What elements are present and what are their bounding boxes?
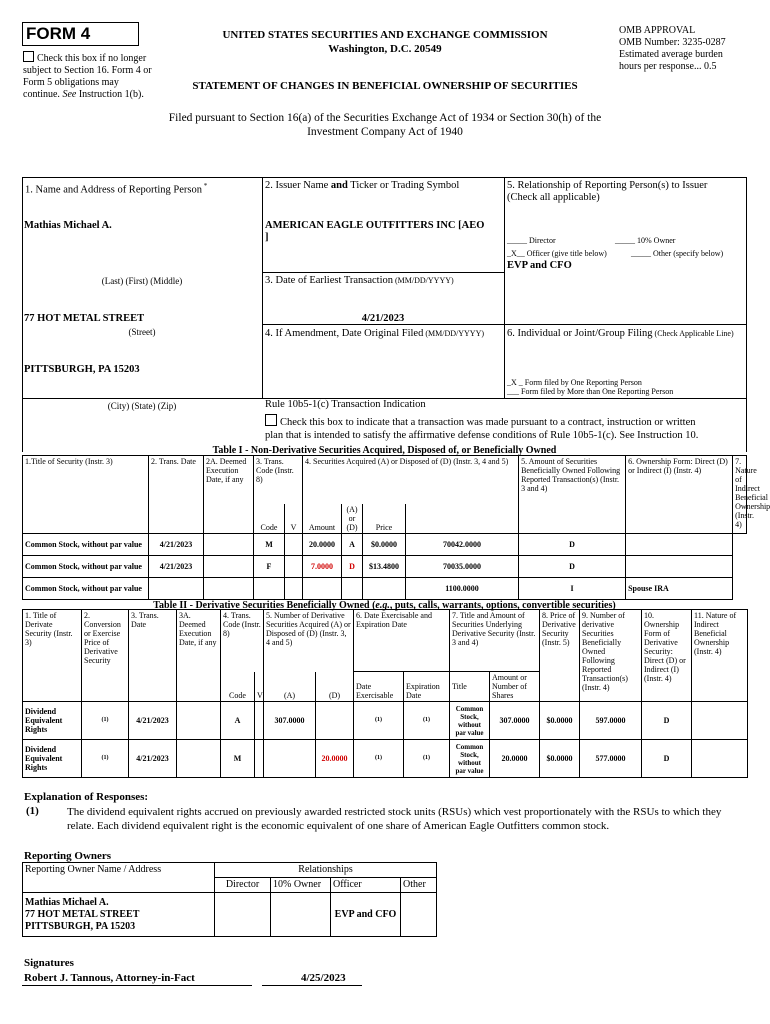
t1-h-acquired: 4. Securities Acquired (A) or Disposed of (D) (Instr. 3, 4 and 5) <box>303 456 519 504</box>
box3-label-text: 3. Date of Earliest Transaction <box>265 275 394 286</box>
t2-r0-exer: (1) <box>354 702 404 740</box>
agency-location: Washington, D.C. 20549 <box>328 43 442 55</box>
t2-sub-d: (D) <box>316 672 354 702</box>
t2-sub-amt: Amount or Number of Shares <box>490 672 540 702</box>
t2-r1-title: Dividend Equivalent Rights <box>23 740 82 778</box>
rule10b5-text-1: Check this box to indicate that a transaction was made pursuant to a contract, instruction or written <box>280 417 696 428</box>
filed-pursuant-line-2: Investment Company Act of 1940 <box>307 126 463 138</box>
t1-r0-nature <box>626 533 733 555</box>
ro-owner <box>23 893 215 937</box>
ro-col-officer: Officer <box>331 878 401 893</box>
signature-date: 4/25/2023 <box>301 972 346 984</box>
t2-r1-v <box>255 740 264 778</box>
t2-r0-exp: (1) <box>404 702 450 740</box>
t1-r2-nature: Spouse IRA <box>626 577 733 599</box>
section16-checkbox-note <box>23 51 158 101</box>
t2-h-date: 3. Trans. Date <box>129 610 177 702</box>
issuer-name-line-1: AMERICAN EAGLE OUTFITTERS INC [AEO <box>265 220 485 231</box>
t2-r1-deemed <box>177 740 221 778</box>
table2-title-eg: e.g. <box>375 600 390 611</box>
ro-ten-value <box>271 893 331 937</box>
box6-label <box>507 328 745 340</box>
t2-h-exercisable: 6. Date Exercisable and Expiration Date <box>354 610 450 672</box>
t2-r0-deemed <box>177 702 221 740</box>
box2-label-and: and <box>330 180 348 191</box>
ro-owner-name: Mathias Michael A. <box>25 896 109 908</box>
omb-approval <box>619 25 759 73</box>
t1-r0-form: D <box>519 533 626 555</box>
explanation-number: (1) <box>26 805 39 817</box>
issuer-name-line-2: ] <box>265 232 269 243</box>
t1-r2-title: Common Stock, without par value <box>23 577 149 599</box>
t1-sub-aord: (A) or (D) <box>342 504 363 534</box>
table-row <box>23 893 437 937</box>
table-row <box>23 577 747 599</box>
t2-h-form: 10. Ownership Form of Derivative Security: Direct (D) or Indirect (I) (Instr. 4) <box>642 610 692 702</box>
rule10b5-text-2: plan that is intended to satisfy the affirmative defense conditions of Rule 10b5-1(c). See Instruction 10. <box>265 430 699 441</box>
t1-r1-owned: 70035.0000 <box>406 555 519 577</box>
t1-h-title: 1.Title of Security (Instr. 3) <box>23 456 149 534</box>
box2-label <box>265 180 459 192</box>
t1-h-code: 3. Trans. Code (Instr. 8) <box>254 456 303 504</box>
t2-r0-a: 307.0000 <box>264 702 316 740</box>
t1-r2-owned: 1100.0000 <box>406 577 519 599</box>
t2-h-underlying: 7. Title and Amount of Securities Underlying Derivative Security (Instr. 3 and 4) <box>450 610 540 672</box>
explanation-text: The dividend equivalent rights accrued on previously awarded restricted stock units (RSUs) which vest proportionately with the RSUs to which they relate. Each dividend equivalent right is the economic equivalent of one share of American Eagle Outfitters common stock. <box>67 806 722 832</box>
t1-r2-price <box>363 577 406 599</box>
t2-sub-exer: Date Exercisable <box>354 672 404 702</box>
relationship-ten-owner: _____ 10% Owner <box>615 236 676 245</box>
t2-r1-exer: (1) <box>354 740 404 778</box>
filed-pursuant-line-1: Filed pursuant to Section 16(a) of the Securities Exchange Act of 1934 or Section 30(h) of the <box>168 112 602 124</box>
officer-title: EVP and CFO <box>507 260 572 271</box>
relationship-officer: _X__ Officer (give title below) <box>507 249 607 258</box>
t1-r0-amount: 20.0000 <box>303 533 342 555</box>
t1-r0-v <box>285 533 303 555</box>
box3-label <box>265 275 454 287</box>
box2-label-a: 2. Issuer Name <box>265 180 331 191</box>
t1-h-date: 2. Trans. Date <box>149 456 204 534</box>
table1 <box>22 455 770 600</box>
table2 <box>22 609 748 778</box>
t1-r1-price: $13.4800 <box>363 555 406 577</box>
explanation-heading: Explanation of Responses: <box>24 791 149 803</box>
table2-title-b: , puts, calls, warrants, options, convertible securities) <box>389 600 616 611</box>
t2-sub-v: V <box>255 672 264 702</box>
t2-r0-title: Dividend Equivalent Rights <box>23 702 82 740</box>
t1-h-form: 6. Ownership Form: Direct (D) or Indirect (I) (Instr. 4) <box>626 456 733 534</box>
table2-title-a: Table II - Derivative Securities Beneficially Owned ( <box>153 600 376 611</box>
t2-r0-form: D <box>642 702 692 740</box>
ro-other-value <box>401 893 437 937</box>
t2-r0-owned: 597.0000 <box>580 702 642 740</box>
t2-r1-price: $0.0000 <box>540 740 580 778</box>
t2-r0-ul-amt: 307.0000 <box>490 702 540 740</box>
t2-sub-code: Code <box>221 672 255 702</box>
signatures-heading: Signatures <box>24 957 74 969</box>
t2-r0-d <box>316 702 354 740</box>
t1-r0-ad: A <box>342 533 363 555</box>
t2-r1-code: M <box>221 740 255 778</box>
ro-owner-street: 77 HOT METAL STREET <box>25 908 140 920</box>
t1-h-nature: 7. Nature of Indirect Beneficial Ownership (Instr. 4) <box>733 456 747 534</box>
t1-r1-v <box>285 555 303 577</box>
t1-r0-owned: 70042.0000 <box>406 533 519 555</box>
t1-sub-v: V <box>285 504 303 534</box>
box5-label-1: 5. Relationship of Reporting Person(s) to Issuer <box>507 180 708 191</box>
ro-officer-value: EVP and CFO <box>331 893 401 937</box>
box4-label-text: 4. If Amendment, Date Original Filed <box>265 328 424 339</box>
t1-r1-form: D <box>519 555 626 577</box>
ro-col-ten: 10% Owner <box>271 878 331 893</box>
rule10b5-text <box>265 414 745 442</box>
box1-label-star: * <box>202 182 208 190</box>
reporting-owners-heading: Reporting Owners <box>24 850 112 862</box>
filing-option-one: _X _ Form filed by One Reporting Person <box>507 378 642 387</box>
t2-r1-conv: (1) <box>82 740 129 778</box>
t2-sub-title: Title <box>450 672 490 702</box>
reporting-person-name: Mathias Michael A. <box>24 220 112 231</box>
box1-label <box>25 180 207 197</box>
t1-r1-ad: D <box>342 555 363 577</box>
t1-r0-code: M <box>254 533 285 555</box>
box1-label-text: 1. Name and Address of Reporting Person <box>25 184 203 196</box>
t1-h-deemed: 2A. Deemed Execution Date, if any <box>204 456 254 534</box>
table1-title: Table I - Non-Derivative Securities Acquired, Disposed of, or Beneficially Owned <box>212 445 557 456</box>
box6-label-text: 6. Individual or Joint/Group Filing <box>507 328 653 339</box>
rule10b5-checkbox[interactable] <box>265 414 277 426</box>
ro-director-value <box>215 893 271 937</box>
t2-r1-ul-title: Common Stock, without par value <box>450 740 490 778</box>
t2-h-code: 4. Trans. Code (Instr. 8) <box>221 610 264 672</box>
t1-r1-amount: 7.0000 <box>303 555 342 577</box>
table-row <box>23 533 747 555</box>
name-sublabel: (Last) (First) (Middle) <box>101 276 183 286</box>
box4-label <box>265 328 484 340</box>
filed-pursuant <box>120 111 650 139</box>
t2-r1-a <box>264 740 316 778</box>
t2-r0-date: 4/21/2023 <box>129 702 177 740</box>
t2-sub-exp: Expiration Date <box>404 672 450 702</box>
t1-r2-date <box>149 577 204 599</box>
t2-h-nature: 11. Nature of Indirect Beneficial Ownership (Instr. 4) <box>692 610 748 702</box>
filing-option-more: ___ Form filed by More than One Reporting Person <box>507 387 674 396</box>
earliest-transaction-date: 4/21/2023 <box>361 313 405 324</box>
t2-r1-nature <box>692 740 748 778</box>
t2-r0-ul-title: Common Stock, without par value <box>450 702 490 740</box>
t1-h-owned: 5. Amount of Securities Beneficially Owned Following Reported Transaction(s) (Instr. 3 and 4) <box>519 456 626 534</box>
t2-r1-form: D <box>642 740 692 778</box>
t2-r1-date: 4/21/2023 <box>129 740 177 778</box>
form-title: FORM 4 <box>26 24 91 43</box>
street-sublabel: (Street) <box>128 327 156 337</box>
t2-r1-ul-amt: 20.0000 <box>490 740 540 778</box>
agency-name: UNITED STATES SECURITIES AND EXCHANGE COMMISSION <box>222 29 548 41</box>
t1-r1-date: 4/21/2023 <box>149 555 204 577</box>
t2-r0-conv: (1) <box>82 702 129 740</box>
ro-owner-city: PITTSBURGH, PA 15203 <box>25 920 136 932</box>
box6-label-small: (Check Applicable Line) <box>652 329 734 338</box>
t1-r0-date: 4/21/2023 <box>149 533 204 555</box>
table-row <box>23 702 748 740</box>
box3-label-small: (MM/DD/YYYY) <box>393 276 454 285</box>
t2-h-deemed: 3A. Deemed Execution Date, if any <box>177 610 221 702</box>
box5-label <box>507 180 745 204</box>
t1-r0-price: $0.0000 <box>363 533 406 555</box>
table-row <box>23 555 747 577</box>
t1-sub-code: Code <box>254 504 285 534</box>
omb-line-4: hours per response... 0.5 <box>619 61 717 72</box>
t2-h-owned: 9. Number of derivative Securities Beneficially Owned Following Reported Transaction(s) (Instr. 4) <box>580 610 642 702</box>
checkbox-note-tail: Instruction 1(b). <box>76 89 144 100</box>
form-title-box <box>22 22 139 46</box>
t2-r0-v <box>255 702 264 740</box>
t1-sub-amount: Amount <box>303 504 342 534</box>
reporting-person-street: 77 HOT METAL STREET <box>24 313 145 324</box>
t2-r1-owned: 577.0000 <box>580 740 642 778</box>
t2-r1-exp: (1) <box>404 740 450 778</box>
relationship-director: _____ Director <box>507 236 556 245</box>
t1-r2-ad <box>342 577 363 599</box>
t1-r1-title: Common Stock, without par value <box>23 555 149 577</box>
checkbox-note-text: Check this box if no longer subject to Section 16. Form 4 or Form 5 obligations may continue. <box>23 53 152 100</box>
t1-r2-amount <box>303 577 342 599</box>
t1-sub-price: Price <box>363 504 406 534</box>
table-row <box>23 740 748 778</box>
ro-col-name: Reporting Owner Name / Address <box>23 863 215 893</box>
ro-col-director: Director <box>215 878 271 893</box>
t2-h-number: 5. Number of Derivative Securities Acquired (A) or Disposed of (D) (Instr. 3, 4 and 5) <box>264 610 354 672</box>
statement-title: STATEMENT OF CHANGES IN BENEFICIAL OWNERSHIP OF SECURITIES <box>192 80 578 92</box>
t1-r2-deemed <box>204 577 254 599</box>
checkbox-note-see: See <box>62 89 77 100</box>
t1-r0-title: Common Stock, without par value <box>23 533 149 555</box>
issuer-name <box>265 220 505 244</box>
rule10b5-title: Rule 10b5-1(c) Transaction Indication <box>265 399 426 410</box>
box4-label-small: (MM/DD/YYYY) <box>423 329 485 338</box>
box2-label-b: Ticker or Trading Symbol <box>347 180 460 191</box>
ro-col-other: Other <box>401 878 437 893</box>
t2-sub-a: (A) <box>264 672 316 702</box>
omb-line-3: Estimated average burden <box>619 49 723 60</box>
t1-r1-deemed <box>204 555 254 577</box>
ro-col-rel: Relationships <box>215 863 437 878</box>
t2-r1-d: 20.0000 <box>316 740 354 778</box>
signature-name: Robert J. Tannous, Attorney-in-Fact <box>24 972 195 984</box>
t2-r0-price: $0.0000 <box>540 702 580 740</box>
t1-r1-nature <box>626 555 733 577</box>
relationship-other: _____ Other (specify below) <box>631 249 724 258</box>
t2-r0-nature <box>692 702 748 740</box>
t2-r0-code: A <box>221 702 255 740</box>
omb-line-1: OMB APPROVAL <box>619 25 696 36</box>
t1-r2-v <box>285 577 303 599</box>
t2-h-title: 1. Title of Derivate Security (Instr. 3) <box>23 610 82 702</box>
t1-r2-code <box>254 577 285 599</box>
omb-line-2: OMB Number: 3235-0287 <box>619 37 726 48</box>
city-sublabel: (City) (State) (Zip) <box>107 401 177 411</box>
t1-r2-form: I <box>519 577 626 599</box>
box5-label-2: (Check all applicable) <box>507 192 600 203</box>
t1-r0-deemed <box>204 533 254 555</box>
t2-h-price: 8. Price of Derivative Security (Instr. 5) <box>540 610 580 702</box>
section16-checkbox[interactable] <box>23 51 34 62</box>
reporting-owners-table <box>22 862 437 937</box>
t2-h-conv: 2. Conversion or Exercise Price of Derivative Security <box>82 610 129 702</box>
reporting-person-city: PITTSBURGH, PA 15203 <box>24 364 140 375</box>
t1-r1-code: F <box>254 555 285 577</box>
